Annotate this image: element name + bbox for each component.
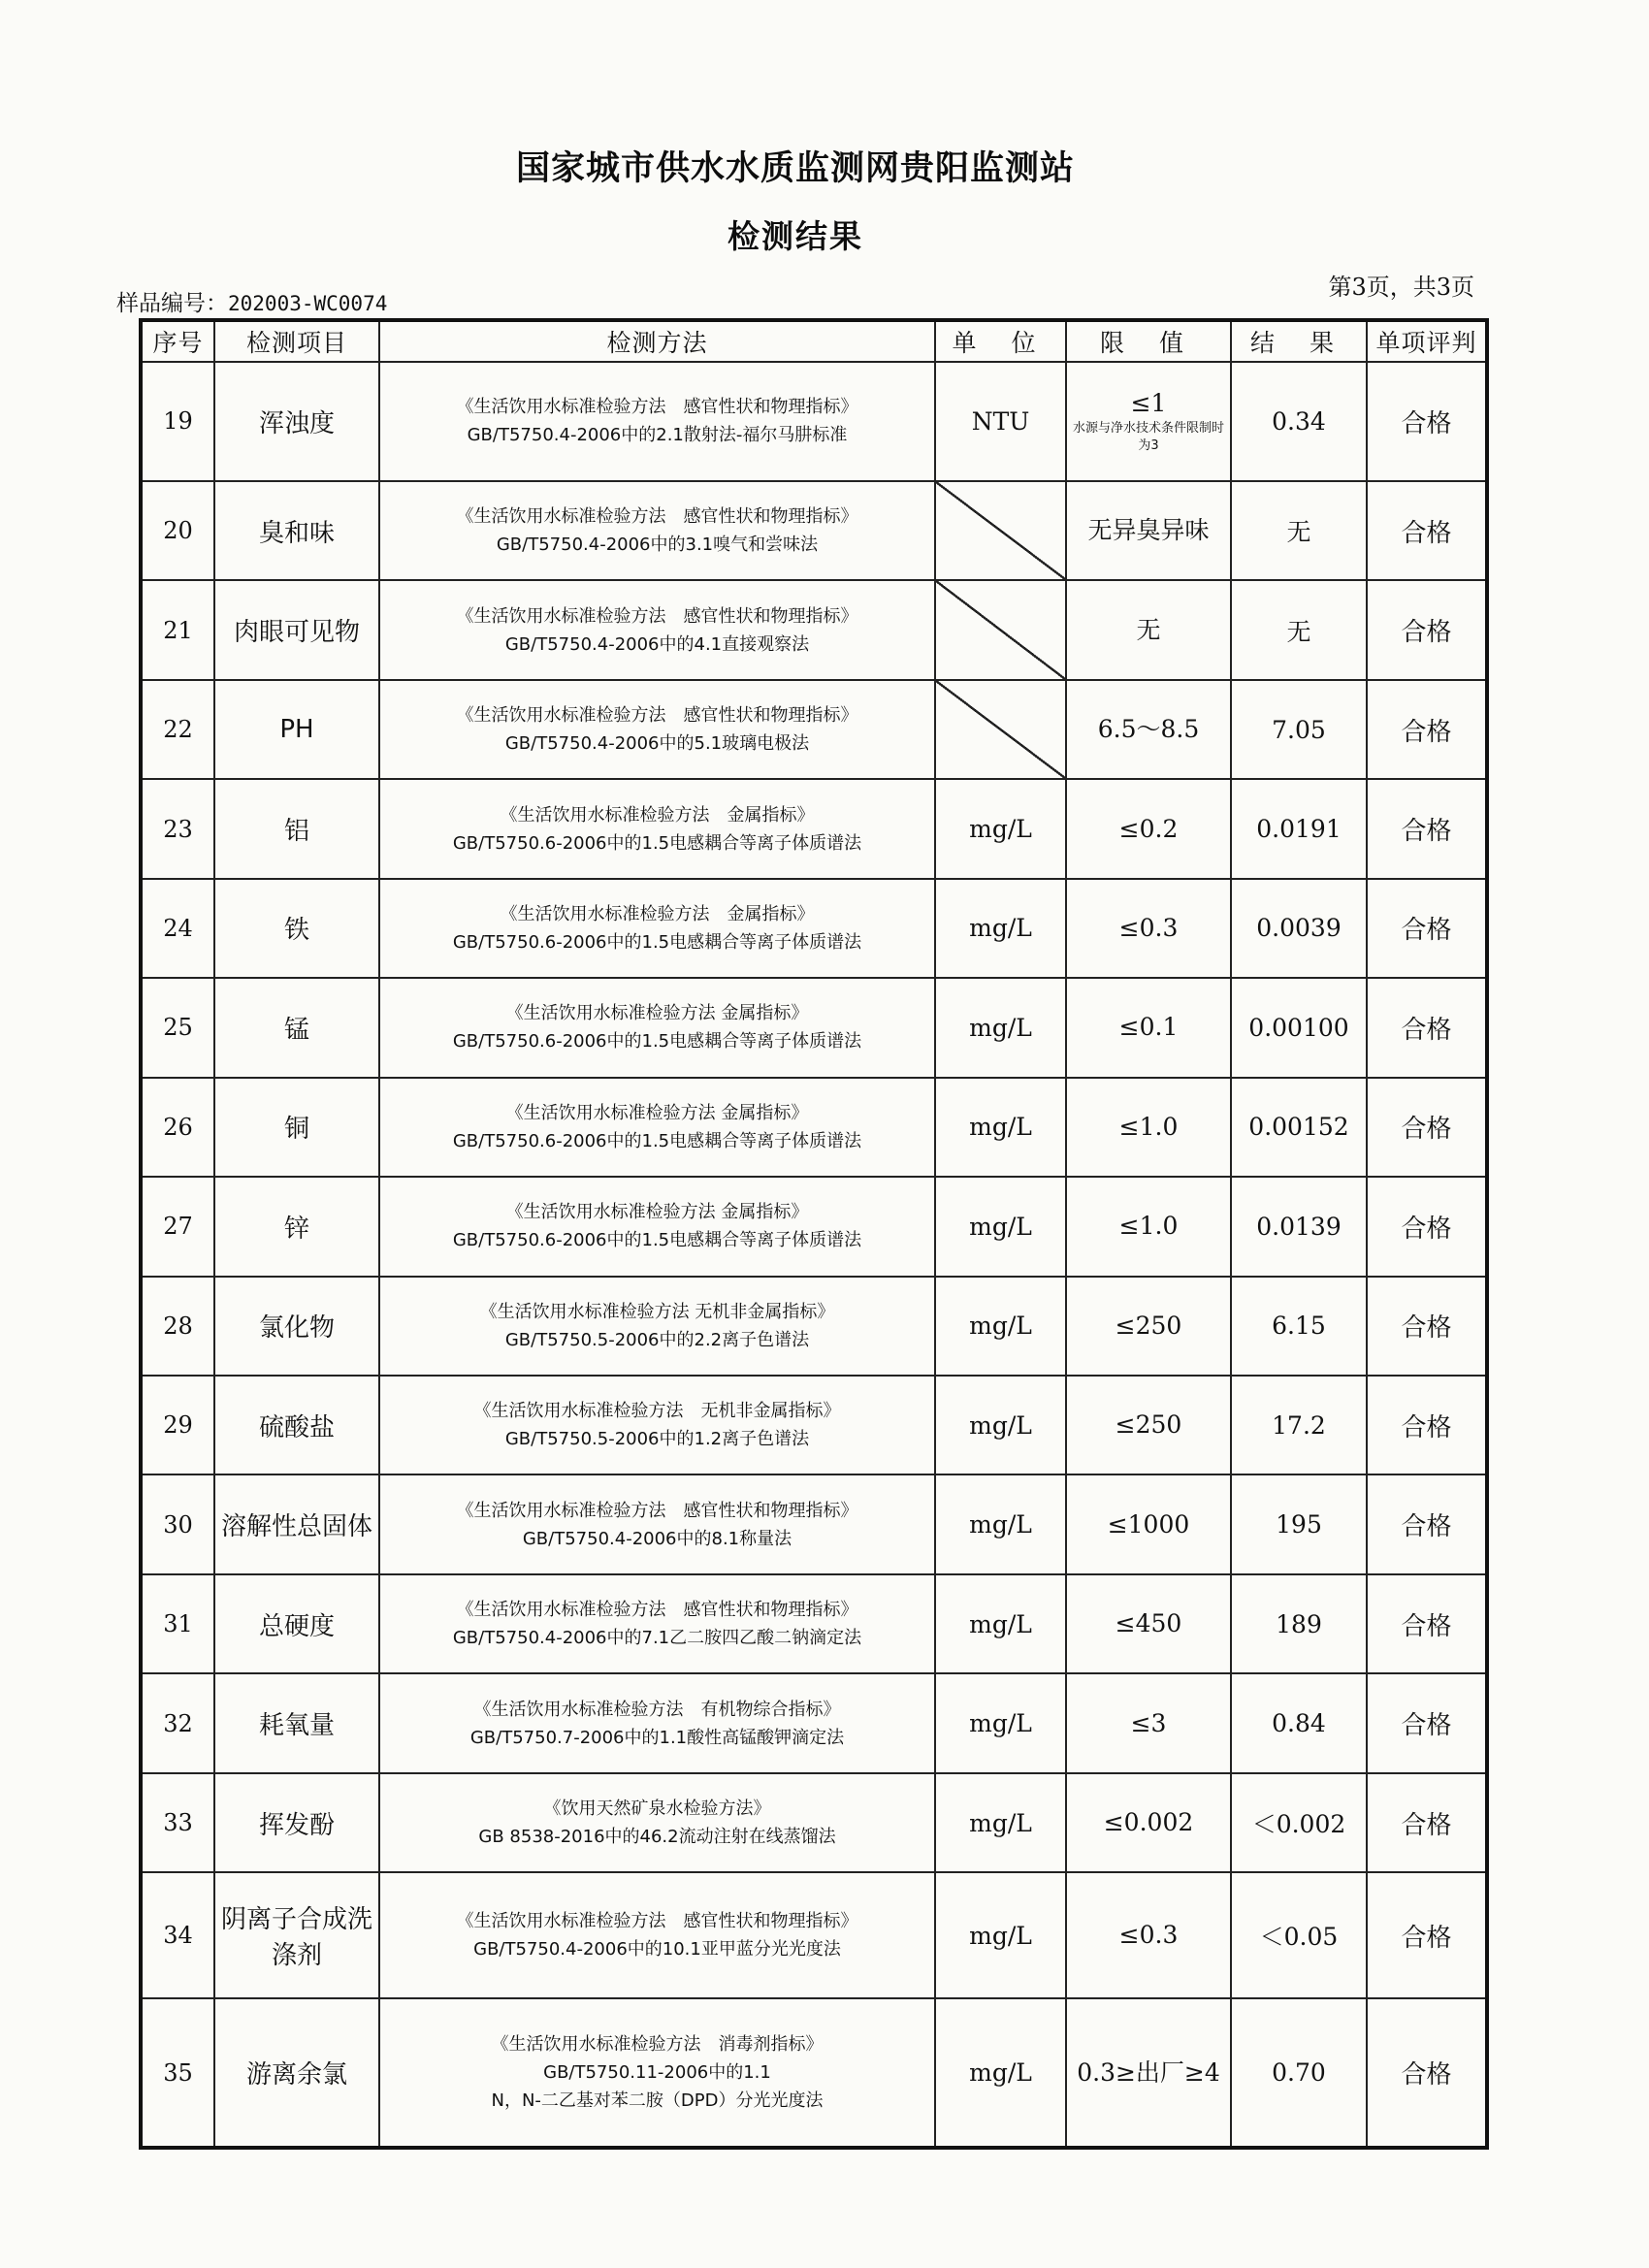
limit-value (1066, 779, 1231, 878)
test-method (379, 1773, 935, 1872)
result-value: 0.0039 (1231, 879, 1367, 978)
unit: mg/L (935, 1998, 1066, 2148)
test-item: 耗氧量 (214, 1673, 379, 1772)
result-value: 189 (1231, 1574, 1367, 1673)
test-item: 阴离子合成洗涤剂 (214, 1872, 379, 1998)
unit: mg/L (935, 1078, 1066, 1177)
col-header-unit: 单 位 (935, 320, 1066, 362)
result-value: 0.00152 (1231, 1078, 1367, 1177)
header-row (141, 320, 1487, 362)
unit: mg/L (935, 1474, 1066, 1573)
limit-value (1066, 1673, 1231, 1772)
method-line: 《生活饮用水标准检验方法 感官性状和物理指标》 (456, 705, 858, 727)
col-header-result: 结 果 (1231, 320, 1367, 362)
test-item: 臭和味 (214, 481, 379, 580)
method-line: GB/T5750.4-2006中的7.1乙二胺四乙酸二钠滴定法 (452, 1628, 862, 1649)
unit: mg/L (935, 1177, 1066, 1276)
method-line: 《生活饮用水标准检验方法 金属指标》 (500, 903, 815, 924)
test-method (379, 1998, 935, 2148)
row-number: 19 (141, 362, 214, 481)
result-value: 0.84 (1231, 1673, 1367, 1772)
col-header-judgement: 单项评判 (1367, 320, 1487, 362)
method-line: 《生活饮用水标准检验方法 感官性状和物理指标》 (456, 1500, 858, 1521)
limit-value (1066, 1998, 1231, 2148)
judgement: 合格 (1367, 1773, 1487, 1872)
row-number: 24 (141, 879, 214, 978)
table-row (141, 1773, 1487, 1872)
test-method (379, 580, 935, 679)
method-line: 《生活饮用水标准检验方法 消毒剂指标》 (491, 2034, 824, 2056)
unit (935, 680, 1066, 779)
result-value: 无 (1231, 580, 1367, 679)
test-method (379, 680, 935, 779)
method-line: GB/T5750.6-2006中的1.5电感耦合等离子体质谱法 (452, 1130, 862, 1151)
judgement: 合格 (1367, 1872, 1487, 1998)
limit-value (1066, 362, 1231, 481)
judgement: 合格 (1367, 1177, 1487, 1276)
test-item: 硫酸盐 (214, 1376, 379, 1474)
row-number: 31 (141, 1574, 214, 1673)
table-row (141, 879, 1487, 978)
result-value: 17.2 (1231, 1376, 1367, 1474)
table-row (141, 1277, 1487, 1376)
test-item: 锌 (214, 1177, 379, 1276)
unit: mg/L (935, 1773, 1066, 1872)
col-header-item: 检测项目 (214, 320, 379, 362)
test-method (379, 1872, 935, 1998)
test-item: 挥发酚 (214, 1773, 379, 1872)
result-value: 0.70 (1231, 1998, 1367, 2148)
limit-main: ≤450 (1115, 1609, 1182, 1638)
test-method (379, 1474, 935, 1573)
test-method (379, 879, 935, 978)
test-item: 总硬度 (214, 1574, 379, 1673)
method-line: 《生活饮用水标准检验方法 金属指标》 (500, 804, 815, 826)
limit-value (1066, 580, 1231, 679)
col-header-seq: 序号 (141, 320, 214, 362)
test-method (379, 1376, 935, 1474)
row-number: 34 (141, 1872, 214, 1998)
unit: mg/L (935, 1277, 1066, 1376)
method-line: 《生活饮用水标准检验方法 感官性状和物理指标》 (456, 1911, 858, 1932)
judgement: 合格 (1367, 1998, 1487, 2148)
limit-main: ≤0.002 (1103, 1808, 1194, 1837)
test-method (379, 481, 935, 580)
limit-value (1066, 1872, 1231, 1998)
test-method (379, 362, 935, 481)
limit-main: ≤0.2 (1118, 814, 1179, 843)
result-value: 0.0191 (1231, 779, 1367, 878)
table-row (141, 1998, 1487, 2148)
table-row (141, 680, 1487, 779)
limit-main: ≤1000 (1107, 1509, 1190, 1539)
row-number: 32 (141, 1673, 214, 1772)
limit-main: ≤0.1 (1118, 1013, 1179, 1042)
method-line: 《生活饮用水标准检验方法 金属指标》 (505, 1102, 809, 1123)
judgement: 合格 (1367, 978, 1487, 1077)
limit-main: ≤0.3 (1118, 913, 1179, 942)
method-line: N，N-二乙基对苯二胺（DPD）分光光度法 (491, 2090, 824, 2112)
row-number: 22 (141, 680, 214, 779)
method-line: GB/T5750.5-2006中的1.2离子色谱法 (504, 1429, 810, 1450)
table-row (141, 1673, 1487, 1772)
row-number: 28 (141, 1277, 214, 1376)
table-row (141, 1078, 1487, 1177)
judgement: 合格 (1367, 1673, 1487, 1772)
result-value: 0.34 (1231, 362, 1367, 481)
judgement: 合格 (1367, 779, 1487, 878)
test-method (379, 1277, 935, 1376)
method-line: GB/T5750.4-2006中的10.1亚甲蓝分光光度法 (473, 1939, 841, 1960)
result-value: 195 (1231, 1474, 1367, 1573)
row-number: 35 (141, 1998, 214, 2148)
method-line: 《生活饮用水标准检验方法 感官性状和物理指标》 (456, 1600, 858, 1621)
judgement: 合格 (1367, 1078, 1487, 1177)
unit: mg/L (935, 779, 1066, 878)
sample-label: 样品编号： (116, 291, 228, 316)
result-value: 6.15 (1231, 1277, 1367, 1376)
method-line: 《生活饮用水标准检验方法 感官性状和物理指标》 (456, 506, 858, 528)
table-row (141, 362, 1487, 481)
limit-main: ≤250 (1115, 1311, 1182, 1340)
judgement: 合格 (1367, 879, 1487, 978)
test-item: 铁 (214, 879, 379, 978)
limit-value (1066, 481, 1231, 580)
row-number: 26 (141, 1078, 214, 1177)
judgement: 合格 (1367, 362, 1487, 481)
method-line: GB/T5750.4-2006中的4.1直接观察法 (504, 633, 810, 655)
test-method (379, 779, 935, 878)
unit (935, 580, 1066, 679)
method-line: 《生活饮用水标准检验方法 感官性状和物理指标》 (456, 397, 858, 418)
sample-code: 202003-WC0074 (228, 292, 388, 315)
method-line: GB/T5750.6-2006中的1.5电感耦合等离子体质谱法 (452, 832, 862, 854)
page-info: 第3页，共3页 (1328, 274, 1474, 301)
table-row (141, 779, 1487, 878)
method-line: GB/T5750.11-2006中的1.1 (543, 2062, 771, 2084)
unit: mg/L (935, 1376, 1066, 1474)
row-number: 23 (141, 779, 214, 878)
row-number: 25 (141, 978, 214, 1077)
judgement: 合格 (1367, 1474, 1487, 1573)
result-value: 无 (1231, 481, 1367, 580)
limit-main: ≤1 (1130, 389, 1167, 418)
test-item: 浑浊度 (214, 362, 379, 481)
table-row (141, 481, 1487, 580)
method-line: GB/T5750.4-2006中的5.1玻璃电极法 (504, 733, 810, 755)
judgement: 合格 (1367, 680, 1487, 779)
test-item: 肉眼可见物 (214, 580, 379, 679)
table-row (141, 978, 1487, 1077)
report-subtitle: 检测结果 (728, 217, 863, 255)
method-line: GB 8538-2016中的46.2流动注射在线蒸馏法 (478, 1827, 836, 1848)
col-header-limit: 限 值 (1066, 320, 1231, 362)
limit-main: ≤250 (1115, 1410, 1182, 1440)
test-item: 锰 (214, 978, 379, 1077)
table-row (141, 1574, 1487, 1673)
unit (935, 481, 1066, 580)
limit-value (1066, 680, 1231, 779)
limit-main: 6.5～8.5 (1097, 715, 1200, 744)
test-method (379, 1177, 935, 1276)
judgement: 合格 (1367, 580, 1487, 679)
limit-value (1066, 879, 1231, 978)
method-line: 《饮用天然矿泉水检验方法》 (543, 1798, 771, 1820)
table-row (141, 1376, 1487, 1474)
row-number: 30 (141, 1474, 214, 1573)
method-line: GB/T5750.4-2006中的2.1散射法-福尔马肼标准 (467, 425, 848, 446)
method-line: 《生活饮用水标准检验方法 无机非金属指标》 (473, 1401, 841, 1422)
method-line: GB/T5750.4-2006中的8.1称量法 (522, 1528, 792, 1549)
limit-note: 水源与净水技术条件限制时为3 (1072, 421, 1224, 454)
table-row (141, 1474, 1487, 1573)
method-line: GB/T5750.5-2006中的2.2离子色谱法 (504, 1329, 810, 1350)
test-item: 氯化物 (214, 1277, 379, 1376)
result-value: 0.00100 (1231, 978, 1367, 1077)
test-method (379, 978, 935, 1077)
table-row (141, 1177, 1487, 1276)
result-value: ＜0.05 (1231, 1872, 1367, 1998)
method-line: GB/T5750.6-2006中的1.5电感耦合等离子体质谱法 (452, 1031, 862, 1053)
results-table (139, 318, 1489, 2150)
limit-value (1066, 1277, 1231, 1376)
test-method (379, 1078, 935, 1177)
test-method (379, 1574, 935, 1673)
unit: mg/L (935, 1574, 1066, 1673)
limit-main: 0.3≥出厂≥4 (1077, 2057, 1220, 2087)
limit-main: ≤1.0 (1118, 1112, 1179, 1141)
report-title: 国家城市供水水质监测网贵阳监测站 (515, 149, 1075, 188)
result-value: 7.05 (1231, 680, 1367, 779)
unit: mg/L (935, 1872, 1066, 1998)
unit: mg/L (935, 1673, 1066, 1772)
method-line: GB/T5750.6-2006中的1.5电感耦合等离子体质谱法 (452, 931, 862, 953)
limit-value (1066, 1773, 1231, 1872)
limit-main: ≤1.0 (1118, 1212, 1179, 1241)
test-item: PH (214, 680, 379, 779)
unit: mg/L (935, 879, 1066, 978)
test-item: 铝 (214, 779, 379, 878)
method-line: 《生活饮用水标准检验方法 金属指标》 (505, 1202, 809, 1223)
method-line: 《生活饮用水标准检验方法 金属指标》 (505, 1003, 809, 1024)
limit-value (1066, 978, 1231, 1077)
table-row (141, 580, 1487, 679)
limit-value (1066, 1376, 1231, 1474)
row-number: 33 (141, 1773, 214, 1872)
method-line: GB/T5750.6-2006中的1.5电感耦合等离子体质谱法 (452, 1230, 862, 1251)
judgement: 合格 (1367, 1574, 1487, 1673)
limit-main: ≤3 (1130, 1708, 1167, 1737)
method-line: 《生活饮用水标准检验方法 无机非金属指标》 (479, 1301, 835, 1322)
result-value: 0.0139 (1231, 1177, 1367, 1276)
row-number: 29 (141, 1376, 214, 1474)
row-number: 20 (141, 481, 214, 580)
unit: NTU (935, 362, 1066, 481)
row-number: 27 (141, 1177, 214, 1276)
unit: mg/L (935, 978, 1066, 1077)
limit-value (1066, 1078, 1231, 1177)
limit-main: 无异臭异味 (1087, 516, 1210, 545)
limit-main: ≤0.3 (1118, 1921, 1179, 1950)
result-value: ＜0.002 (1231, 1773, 1367, 1872)
row-number: 21 (141, 580, 214, 679)
method-line: 《生活饮用水标准检验方法 有机物综合指标》 (473, 1699, 841, 1720)
limit-value (1066, 1177, 1231, 1276)
limit-value (1066, 1474, 1231, 1573)
test-item: 铜 (214, 1078, 379, 1177)
col-header-method: 检测方法 (379, 320, 935, 362)
limit-main: 无 (1136, 615, 1161, 644)
limit-value (1066, 1574, 1231, 1673)
method-line: GB/T5750.7-2006中的1.1酸性高锰酸钾滴定法 (469, 1727, 845, 1748)
test-item: 游离余氯 (214, 1998, 379, 2148)
test-item: 溶解性总固体 (214, 1474, 379, 1573)
judgement: 合格 (1367, 1277, 1487, 1376)
test-method (379, 1673, 935, 1772)
judgement: 合格 (1367, 481, 1487, 580)
table-row (141, 1872, 1487, 1998)
method-line: GB/T5750.4-2006中的3.1嗅气和尝味法 (496, 535, 819, 556)
method-line: 《生活饮用水标准检验方法 感官性状和物理指标》 (456, 605, 858, 627)
sample-number (116, 285, 387, 317)
judgement: 合格 (1367, 1376, 1487, 1474)
